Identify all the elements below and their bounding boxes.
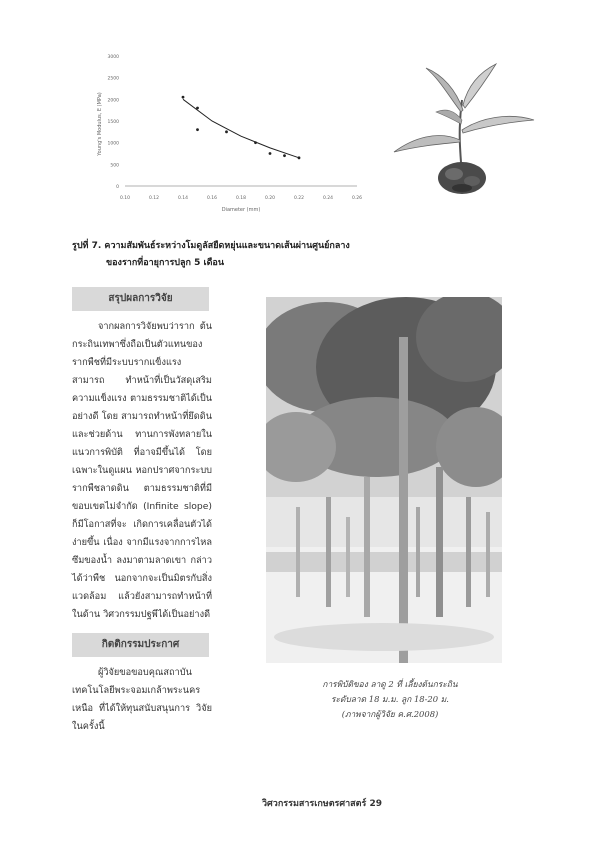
data-point	[196, 107, 199, 110]
x-tick-label: 0.14	[177, 196, 189, 201]
y-axis-label: Young's Modulus, E (MPa)	[97, 92, 103, 156]
x-tick-label: 0.24	[322, 196, 334, 201]
x-tick-label: 0.12	[148, 196, 160, 201]
x-axis-label: Diameter (mm)	[221, 207, 261, 213]
data-point	[254, 141, 257, 144]
summary-body	[72, 318, 212, 624]
seedling-illustration	[388, 60, 538, 200]
modulus-diameter-chart	[95, 44, 365, 216]
photo-caption-line3: (ภาพจากผู้วิจัย ค.ศ.2008)	[341, 709, 439, 719]
data-point	[283, 154, 286, 157]
figure-caption-line2: ของรากที่อายุการปลูก 5 เดือน	[106, 258, 224, 268]
data-point	[298, 156, 301, 159]
x-tick-label: 0.10	[119, 196, 131, 201]
y-tick-label: 3000	[107, 55, 119, 60]
data-point	[196, 128, 199, 131]
x-tick-label: 0.16	[206, 196, 218, 201]
x-tick-label: 0.20	[264, 196, 276, 201]
x-tick-label: 0.26	[351, 196, 363, 201]
acknowledgement-body	[72, 664, 212, 736]
y-tick-label: 0	[116, 185, 119, 190]
y-tick-label: 2000	[107, 98, 119, 104]
photo-caption	[290, 677, 490, 722]
x-tick-label: 0.18	[235, 196, 247, 201]
photo-caption-line1: การพิบัติของ ลาดู 2 ที่ เลี้ยงต้นกระถิน	[322, 679, 458, 689]
page-footer: วิศวกรรมสารเกษตรศาสตร์ 29	[262, 799, 382, 809]
acknowledgement-paragraph: ผู้วิจัยขอขอบคุณสถาบัน เทคโนโลยีพระจอมเกล้าพระนคร เหนือ ที่ได้ให้ทุนสนับสนุนการ วิจัยในครั้งนี้	[72, 667, 212, 732]
x-axis-ticks	[120, 195, 362, 201]
y-axis-ticks	[108, 54, 120, 190]
x-tick-label: 0.22	[293, 196, 305, 201]
photo-caption-line2: ระดับลาด 18 ม.ม. ลูก 18-20 ม.	[331, 694, 449, 704]
summary-paragraph: จากผลการวิจัยพบว่าราก ต้นกระถินเทพาซึ่งถือเป็นตัวแทนของ รากพืชที่มีระบบรากแข็งแรงสามารถ ทำหน้าที่เป็นวัสดุเสริมความแข็งแรง ตามธรรมชาติได้เป็นอย่างดี โดย สามารถทำหน้าที่ยึดดินและช่วยด้าน ทานการพังทลายในแนวการพิบัติ ที่อาจมีขึ้นได้ โดยเฉพาะในดูแผน หอกปราศจากระบบรากพืชลาดดิน ตามธรรมชาติที่มีขอบเขตไม่จำกัด (Infinite slope) ก็มีโอกาสที่จะ เกิดการเคลื่อนตัวได้ง่ายขึ้น เนื่อง จากมีแรงจากการไหลซึมของน้ำ ลงมาตามลาดเขา กล่าวได้ว่าพืช นอกจากจะเป็นมิตรกับสิ่งแวดล้อม แล้วยังสามารถทำหน้าที่ในด้าน วิศวกรรมปฐพีได้เป็นอย่างดี	[72, 321, 212, 620]
y-tick-label: 1000	[107, 141, 119, 147]
data-point	[269, 152, 272, 155]
acknowledgement-heading: กิตติกรรมประกาศ	[72, 633, 209, 657]
data-point	[225, 130, 228, 133]
trend-line	[183, 99, 299, 158]
tree-plantation-photo	[266, 297, 502, 663]
data-point	[182, 96, 185, 99]
y-tick-label: 500	[110, 163, 119, 169]
summary-heading: สรุปผลการวิจัย	[72, 287, 209, 311]
y-tick-label: 2500	[107, 76, 119, 82]
figure-caption	[72, 238, 392, 272]
data-points	[182, 96, 301, 159]
figure-caption-line1: รูปที่ 7. ความสัมพันธ์ระหว่างโมดูลัสยืดหยุ่นและขนาดเส้นผ่านศูนย์กลาง	[72, 241, 350, 251]
y-tick-label: 1500	[107, 120, 119, 125]
